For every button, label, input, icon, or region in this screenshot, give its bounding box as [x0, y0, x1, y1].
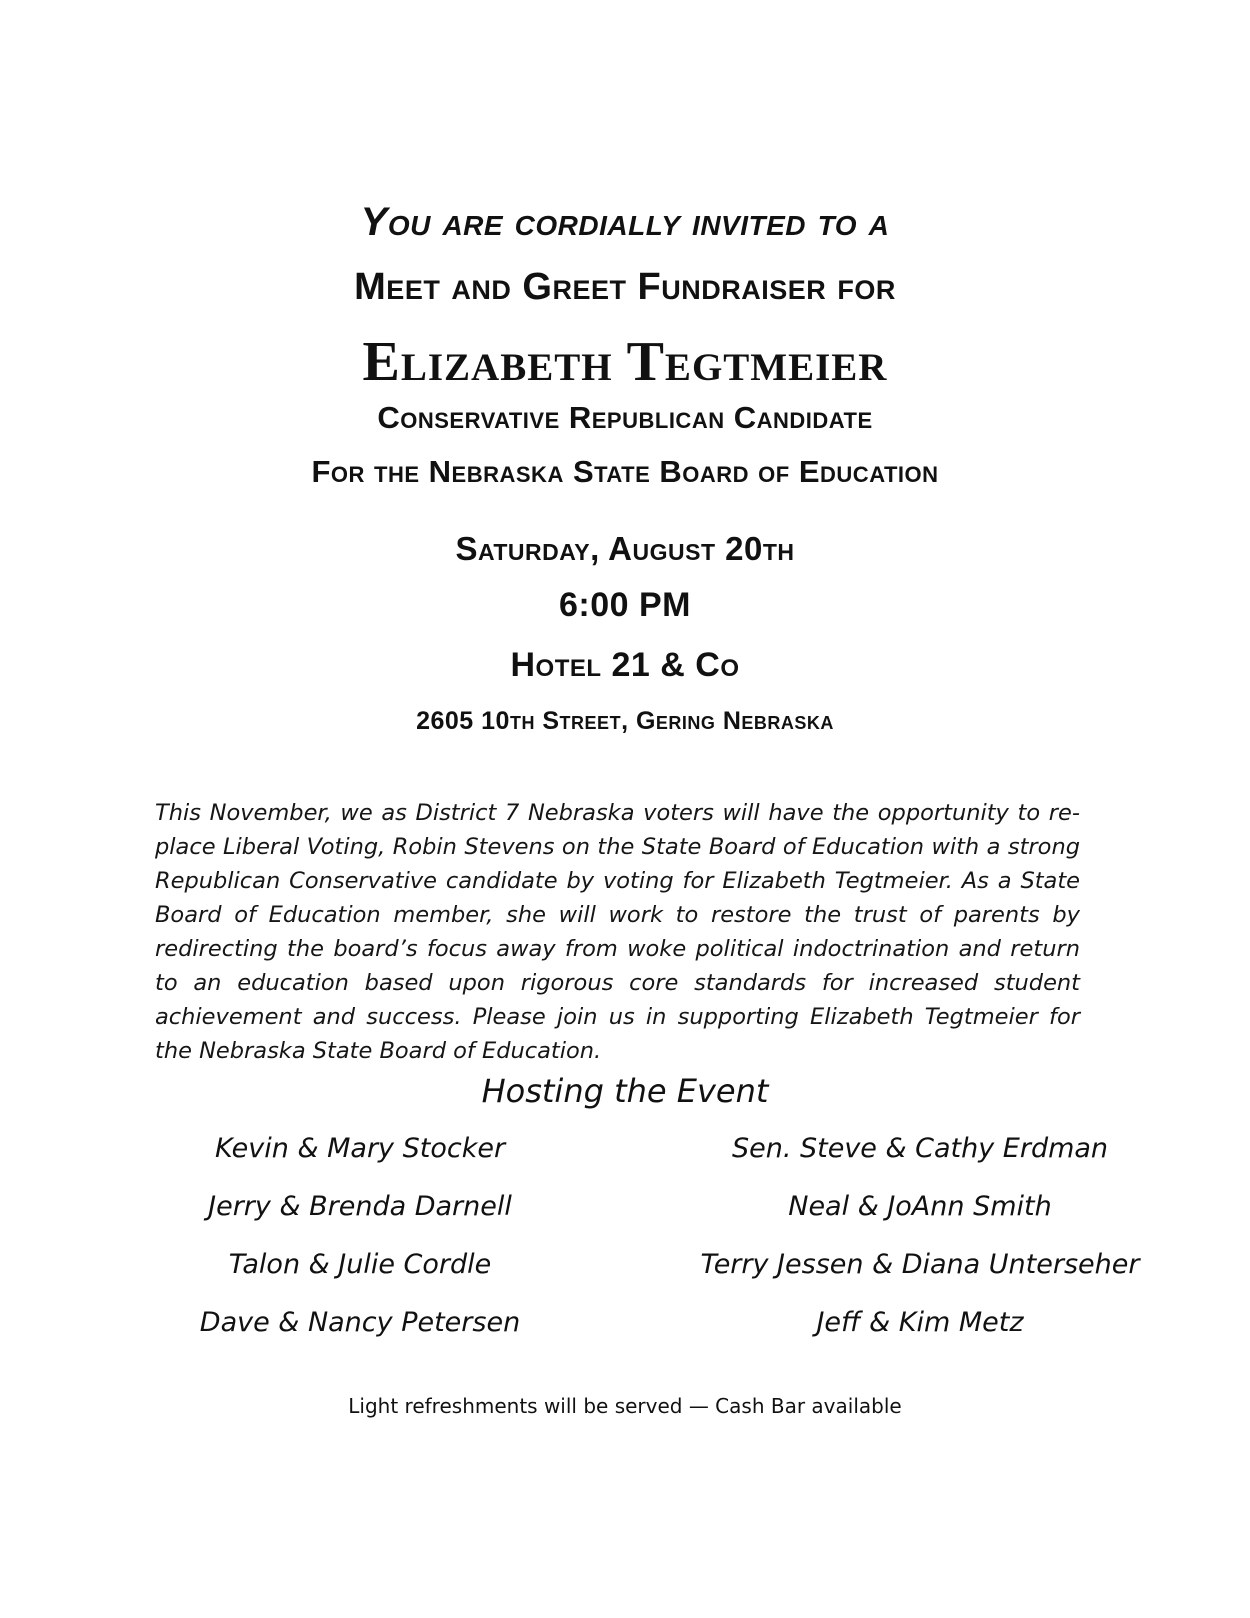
event-time: 6:00 PM — [559, 586, 691, 624]
refreshments-note: Light refreshments will be served — Cash Bar available — [348, 1394, 902, 1418]
host-name: Talon & Julie Cordle — [228, 1249, 492, 1280]
event-address: 2605 10th Street, Gering Nebraska — [416, 707, 834, 735]
host-name: Kevin & Mary Stocker — [214, 1133, 506, 1164]
description-paragraph: This November, we as District 7 Nebraska voters will have the opportunity to replace Liberal Voting, Robin Stevens on the State Board of Education with a strong Republican Conservative candidate by voting for Elizabeth Tegtmeier. As a State Board of Education member, she will work to restore the trust of parents by redirecting the board’s focus away from woke political indoctrination and return to an education based upon rigorous core standards for increased student achievement and success. Please join us in supporting Elizabeth Tegtmeier for the Nebraska State Board of Education. — [155, 799, 1080, 1064]
host-name: Terry Jessen & Diana Unterseher — [700, 1249, 1140, 1280]
candidate-role: Conservative Republican Candidate — [377, 400, 873, 435]
host-name: Neal & JoAnn Smith — [788, 1191, 1052, 1222]
host-name: Jeff & Kim Metz — [816, 1307, 1024, 1338]
event-type-heading: Meet and Greet Fundraiser for — [354, 266, 896, 308]
host-name: Jerry & Brenda Darnell — [208, 1191, 512, 1222]
hosts-heading: Hosting the Event — [481, 1072, 769, 1110]
office-title: For the Nebraska State Board of Education — [311, 454, 939, 489]
candidate-name: Elizabeth Tegtmeier — [362, 331, 888, 393]
event-venue: Hotel 21 & Co — [510, 646, 740, 684]
event-date: Saturday, August 20th — [455, 530, 795, 567]
host-name: Dave & Nancy Petersen — [199, 1307, 521, 1338]
host-name: Sen. Steve & Cathy Erdman — [731, 1133, 1109, 1164]
invitation-heading: You are cordially invited to a — [360, 200, 890, 244]
